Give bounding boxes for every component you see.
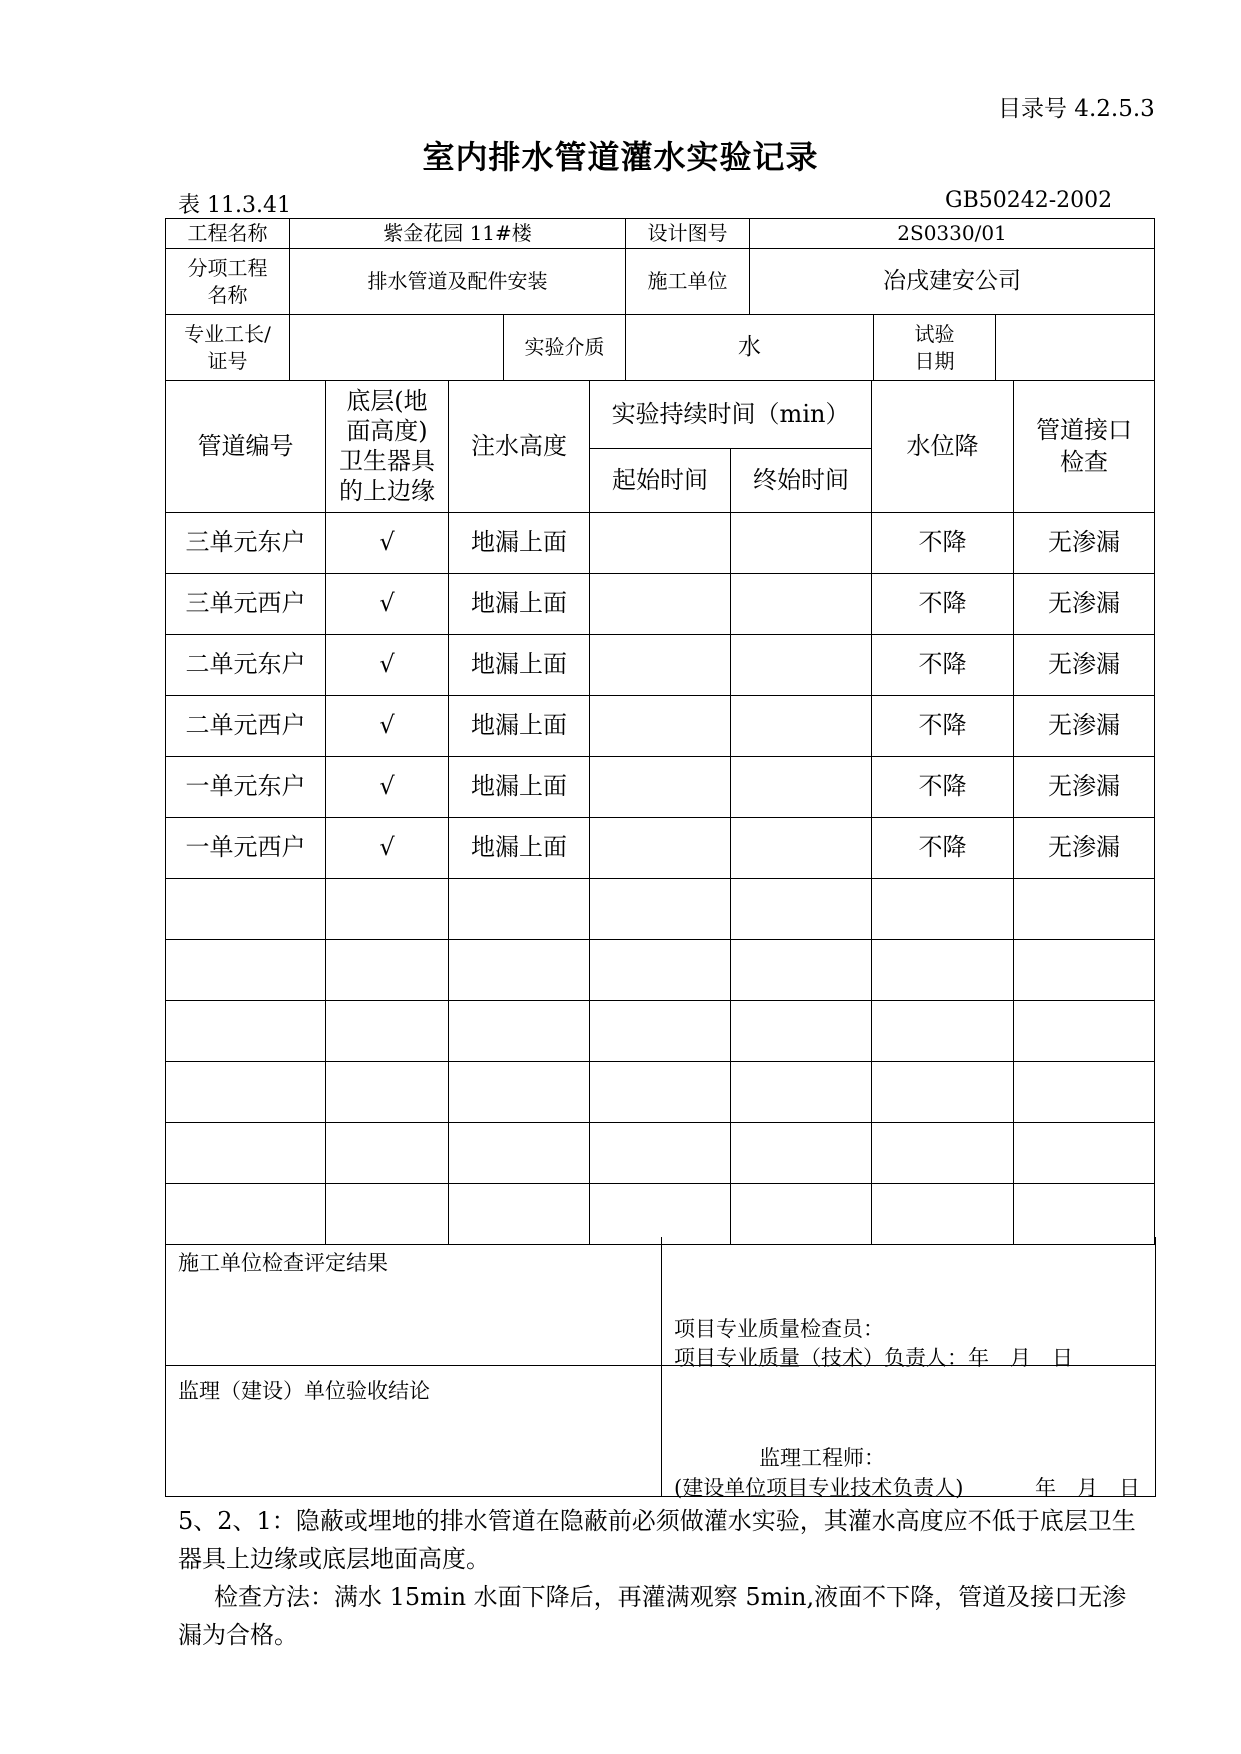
- cell-fill-height: [449, 1061, 590, 1122]
- cell-end-time: [731, 1061, 872, 1122]
- cell-fill-height: 地漏上面: [449, 695, 590, 756]
- cell-bottom-edge: √: [326, 634, 449, 695]
- form-number: 表 11.3.41: [178, 193, 291, 218]
- subitem-label-text: 分项工程名称: [187, 255, 268, 307]
- cell-pipe-no: 一单元东户: [166, 756, 326, 817]
- cell-level-drop: 不降: [872, 817, 1014, 878]
- test-date-label-text: 试验日期: [914, 321, 955, 373]
- table-row: [166, 1061, 1155, 1122]
- table-row: [166, 634, 1155, 695]
- contractor-value: 冶戌建安公司: [750, 249, 1155, 315]
- col-joint-check: [1014, 381, 1155, 512]
- col-joint-check-text: 管道接口检查: [1036, 415, 1133, 477]
- cell-fill-height: 地漏上面: [449, 634, 590, 695]
- cell-end-time: [731, 695, 872, 756]
- cell-joint-check: 无渗漏: [1014, 695, 1155, 756]
- cell-pipe-no: [166, 939, 326, 1000]
- cell-end-time: [731, 512, 872, 573]
- cell-level-drop: [872, 878, 1014, 939]
- col-level-drop: 水位降: [872, 381, 1014, 512]
- cell-fill-height: [449, 939, 590, 1000]
- foreman-label-text: 专业工长/证号: [184, 321, 271, 373]
- cell-joint-check: [1014, 878, 1155, 939]
- cell-start-time: [590, 634, 731, 695]
- owner-responsible-label: (建设单位项目专业技术负责人): [674, 1476, 964, 1500]
- contractor-check-left: [166, 1237, 662, 1365]
- cell-pipe-no: 二单元东户: [166, 634, 326, 695]
- cell-joint-check: 无渗漏: [1014, 573, 1155, 634]
- table-row: [166, 756, 1155, 817]
- note-method: 检查方法：满水 15min 水面下降后，再灌满观察 5min,液面不下降，管道及接口无渗漏为合格。: [178, 1583, 1127, 1649]
- note-rule: 5、2、1：隐蔽或埋地的排水管道在隐蔽前必须做灌水实验，其灌水高度应不低于底层卫生器具上边缘或底层地面高度。: [178, 1507, 1136, 1573]
- cell-end-time: [731, 1122, 872, 1183]
- cell-joint-check: [1014, 1000, 1155, 1061]
- cell-start-time: [590, 573, 731, 634]
- cell-end-time: [731, 634, 872, 695]
- table-row: [166, 512, 1155, 573]
- cell-bottom-edge: √: [326, 756, 449, 817]
- cell-pipe-no: [166, 878, 326, 939]
- contractor-check-block: [165, 1237, 1156, 1370]
- cell-pipe-no: 三单元西户: [166, 573, 326, 634]
- cell-bottom-edge: [326, 1000, 449, 1061]
- cell-level-drop: 不降: [872, 573, 1014, 634]
- cell-bottom-edge: √: [326, 512, 449, 573]
- cell-joint-check: [1014, 939, 1155, 1000]
- cell-bottom-edge: √: [326, 573, 449, 634]
- project-name-value: 紫金花园 11#楼: [290, 219, 626, 249]
- cell-pipe-no: 一单元西户: [166, 817, 326, 878]
- cell-bottom-edge: [326, 1061, 449, 1122]
- cell-pipe-no: [166, 1183, 326, 1244]
- cell-fill-height: [449, 1122, 590, 1183]
- cell-fill-height: [449, 1183, 590, 1244]
- cell-fill-height: 地漏上面: [449, 512, 590, 573]
- cell-end-time: [731, 573, 872, 634]
- cell-level-drop: 不降: [872, 695, 1014, 756]
- cell-fill-height: [449, 878, 590, 939]
- cell-bottom-edge: [326, 1183, 449, 1244]
- supervisor-date: 年 月 日: [1035, 1476, 1140, 1500]
- col-pipe-no: 管道编号: [166, 381, 326, 512]
- col-start-time: 起始时间: [590, 448, 731, 512]
- cell-start-time: [590, 1183, 731, 1244]
- col-end-time: 终始时间: [731, 448, 872, 512]
- contractor-label: 施工单位: [626, 249, 750, 315]
- cell-start-time: [590, 756, 731, 817]
- col-fill-height: 注水高度: [449, 381, 590, 512]
- cell-end-time: [731, 939, 872, 1000]
- cell-level-drop: 不降: [872, 756, 1014, 817]
- cell-fill-height: [449, 1000, 590, 1061]
- cell-joint-check: 无渗漏: [1014, 512, 1155, 573]
- cell-fill-height: 地漏上面: [449, 573, 590, 634]
- cell-pipe-no: [166, 1061, 326, 1122]
- cell-level-drop: [872, 1122, 1014, 1183]
- cell-joint-check: 无渗漏: [1014, 817, 1155, 878]
- cell-start-time: [590, 878, 731, 939]
- cell-level-drop: 不降: [872, 512, 1014, 573]
- cell-start-time: [590, 817, 731, 878]
- supervising-engineer-label: 监理工程师：: [759, 1446, 885, 1470]
- cell-level-drop: [872, 1183, 1014, 1244]
- cell-bottom-edge: [326, 939, 449, 1000]
- page-title: 室内排水管道灌水实验记录: [422, 138, 819, 176]
- cell-end-time: [731, 1000, 872, 1061]
- cell-level-drop: [872, 939, 1014, 1000]
- test-date-value: [996, 315, 1155, 381]
- cell-start-time: [590, 1061, 731, 1122]
- col-bottom-text: 底层(地面高度)卫生器具的上边缘: [339, 387, 435, 506]
- table-row: [166, 878, 1155, 939]
- supervisor-check-block: [165, 1365, 1156, 1500]
- cell-joint-check: 无渗漏: [1014, 756, 1155, 817]
- catalog-number: 目录号 4.2.5.3: [998, 96, 1155, 122]
- table-row: [166, 573, 1155, 634]
- table-row: [166, 695, 1155, 756]
- cell-pipe-no: 三单元东户: [166, 512, 326, 573]
- medium-label: 实验介质: [504, 315, 626, 381]
- cell-start-time: [590, 1122, 731, 1183]
- cell-joint-check: [1014, 1061, 1155, 1122]
- water-test-table: [165, 381, 1155, 1245]
- design-no-label: 设计图号: [626, 219, 750, 249]
- cell-start-time: [590, 695, 731, 756]
- design-no-value: 2S0330/01: [750, 219, 1155, 249]
- quality-responsible-label: 项目专业质量（技术）负责人：年 月 日: [674, 1346, 1073, 1370]
- cell-bottom-edge: [326, 878, 449, 939]
- project-name-label: 工程名称: [166, 219, 290, 249]
- inspector-label: 项目专业质量检查员：: [674, 1317, 884, 1341]
- foreman-label: [166, 315, 290, 381]
- cell-start-time: [590, 512, 731, 573]
- cell-end-time: [731, 817, 872, 878]
- supervisor-check-left: [166, 1365, 662, 1496]
- cell-pipe-no: 二单元西户: [166, 695, 326, 756]
- standard-code: GB50242-2002: [945, 188, 1113, 213]
- test-rows: [166, 512, 1155, 1244]
- table-row: [166, 1183, 1155, 1244]
- test-date-label: [874, 315, 996, 381]
- cell-bottom-edge: √: [326, 695, 449, 756]
- cell-level-drop: [872, 1000, 1014, 1061]
- cell-fill-height: 地漏上面: [449, 756, 590, 817]
- project-info-table: [165, 218, 1155, 381]
- supervisor-check-label: 监理（建设）单位验收结论: [178, 1379, 430, 1403]
- cell-end-time: [731, 1183, 872, 1244]
- table-row: [166, 1122, 1155, 1183]
- table-row: [166, 817, 1155, 878]
- col-duration: 实验持续时间（min）: [590, 381, 872, 448]
- cell-pipe-no: [166, 1122, 326, 1183]
- cell-bottom-edge: [326, 1122, 449, 1183]
- cell-end-time: [731, 756, 872, 817]
- subitem-label: [166, 249, 290, 315]
- cell-joint-check: 无渗漏: [1014, 634, 1155, 695]
- contractor-check-label: 施工单位检查评定结果: [178, 1251, 388, 1275]
- cell-fill-height: 地漏上面: [449, 817, 590, 878]
- cell-bottom-edge: √: [326, 817, 449, 878]
- col-bottom: [326, 381, 449, 512]
- cell-start-time: [590, 1000, 731, 1061]
- subitem-value: 排水管道及配件安装: [290, 249, 626, 315]
- foreman-value: [290, 315, 504, 381]
- table-row: [166, 939, 1155, 1000]
- cell-level-drop: [872, 1061, 1014, 1122]
- cell-joint-check: [1014, 1183, 1155, 1244]
- cell-joint-check: [1014, 1122, 1155, 1183]
- medium-value: 水: [626, 315, 874, 381]
- cell-start-time: [590, 939, 731, 1000]
- cell-end-time: [731, 878, 872, 939]
- cell-level-drop: 不降: [872, 634, 1014, 695]
- table-row: [166, 1000, 1155, 1061]
- cell-pipe-no: [166, 1000, 326, 1061]
